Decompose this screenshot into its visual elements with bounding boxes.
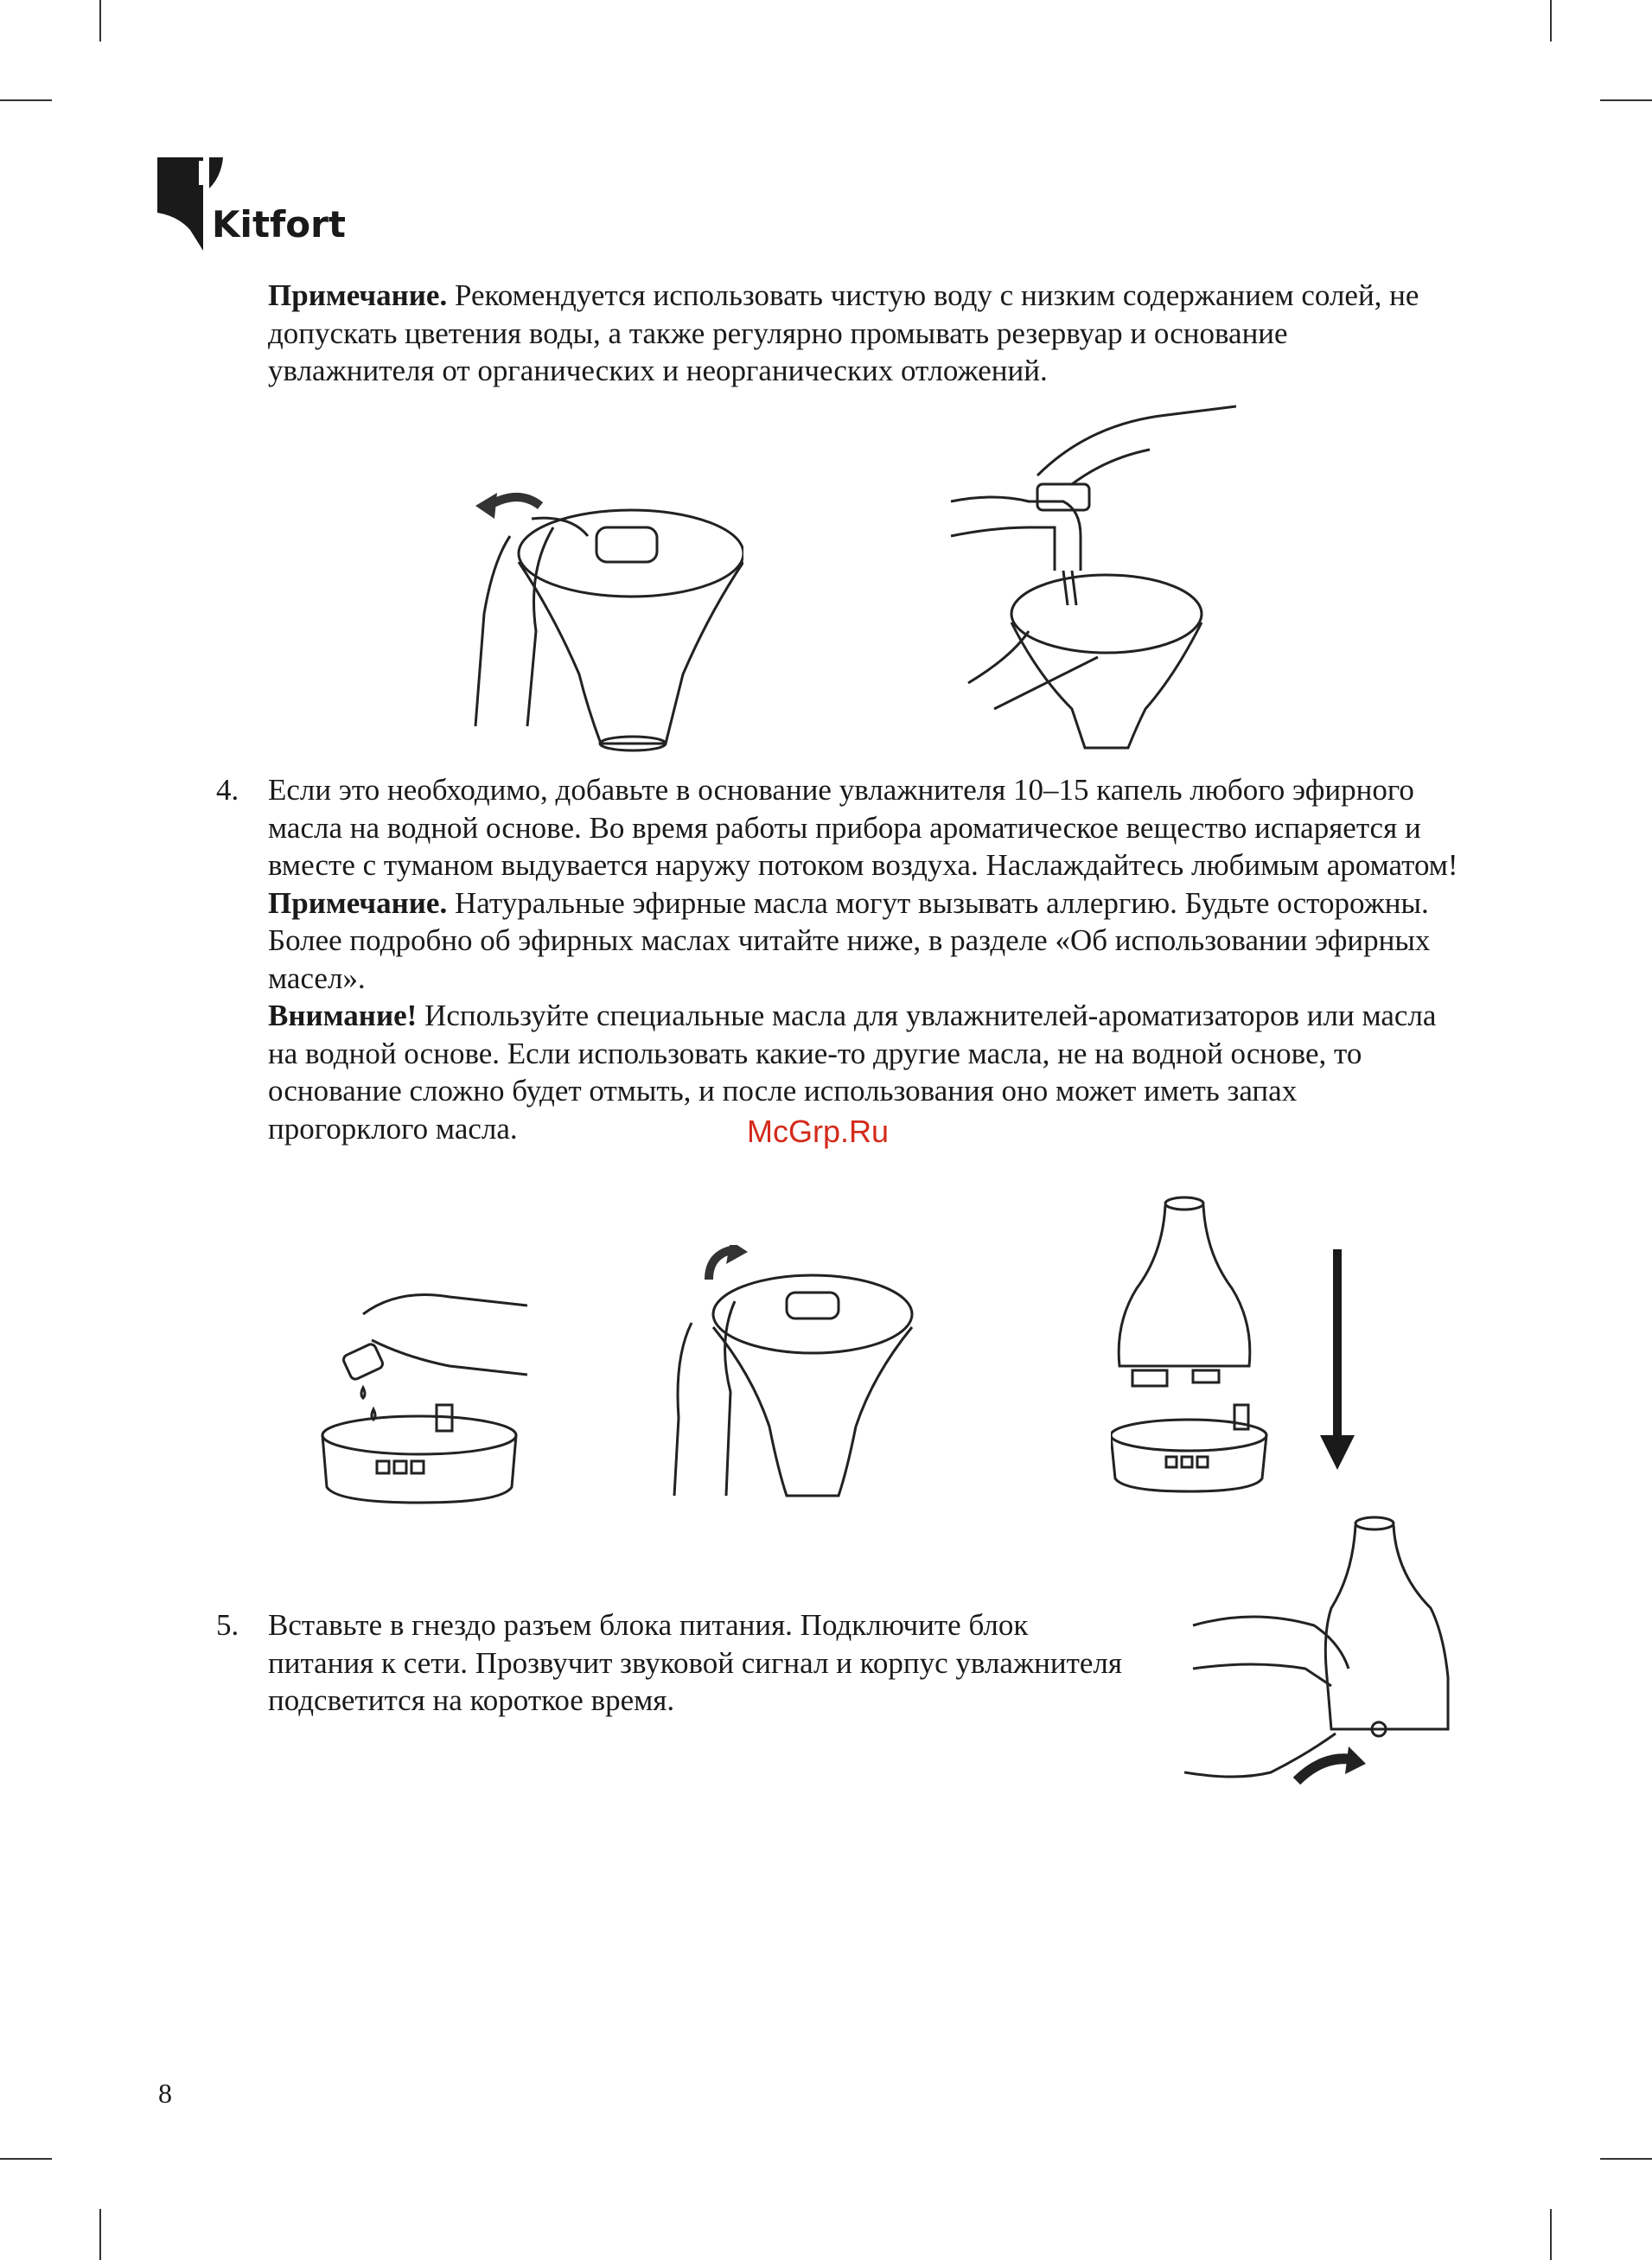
illustration-add-oil: [311, 1280, 527, 1504]
warning-text: Используйте специальные масла для увлажнителей-ароматизаторов или масла на водной основе. Если использовать какие-то другие масла, не на водной основе, то основание сложно будет отмыть, и после использования оно может иметь запах прогорклого масла.: [268, 999, 1437, 1146]
crop-mark: [0, 2158, 52, 2160]
brand-name: Kitfort: [212, 203, 346, 246]
crop-mark: [1550, 2209, 1552, 2260]
step-5-paragraph: [268, 1606, 1141, 1720]
illustration-remove-cap: [458, 467, 743, 752]
illustration-fill-water: [942, 398, 1236, 752]
illustration-turn-reservoir: [657, 1245, 916, 1504]
step-number: 5.: [216, 1608, 239, 1642]
illustration-plug-in: [1184, 1513, 1461, 1798]
crop-mark: [99, 2209, 101, 2260]
step-5-text: Вставьте в гнездо разъем блока питания. Подключите блок питания к сети. Прозвучит звуковой сигнал и корпус увлажнителя подсветится на короткое время.: [268, 1608, 1122, 1717]
note-text: Натуральные эфирные масла могут вызывать аллергию. Будьте осторожны. Более подробно об эфирных маслах читайте ниже, в разделе «Об использовании эфирных масел».: [268, 885, 1431, 995]
page-number: 8: [158, 2078, 172, 2109]
crop-mark: [1600, 2158, 1652, 2160]
note-label: Примечание.: [268, 885, 448, 920]
watermark: McGrp.Ru: [747, 1114, 890, 1149]
note-text: Рекомендуется использовать чистую воду с низким содержанием солей, не допускать цветения воды, а также регулярно промывать резервуар и основание увлажнителя от органических и неорганических отложений.: [268, 278, 1419, 387]
warning-label: Внимание!: [268, 999, 418, 1032]
note-paragraph: [268, 277, 1461, 390]
crop-mark: [1550, 0, 1552, 41]
step-4-text: Если это необходимо, добавьте в основание увлажнителя 10–15 капель любого эфирного масла на водной основе. Во время работы прибора ароматическое вещество испаряется и вместе с туманом выдувается наружу потоком воздуха. Наслаждайтесь любимым ароматом!: [268, 773, 1458, 882]
note-label: Примечание.: [268, 278, 448, 312]
crop-mark: [0, 99, 52, 101]
step-4-paragraph: [268, 771, 1461, 1147]
crop-mark: [99, 0, 101, 41]
illustration-assemble: [1111, 1193, 1370, 1504]
step-number: 4.: [216, 773, 239, 807]
crop-mark: [1600, 99, 1652, 101]
